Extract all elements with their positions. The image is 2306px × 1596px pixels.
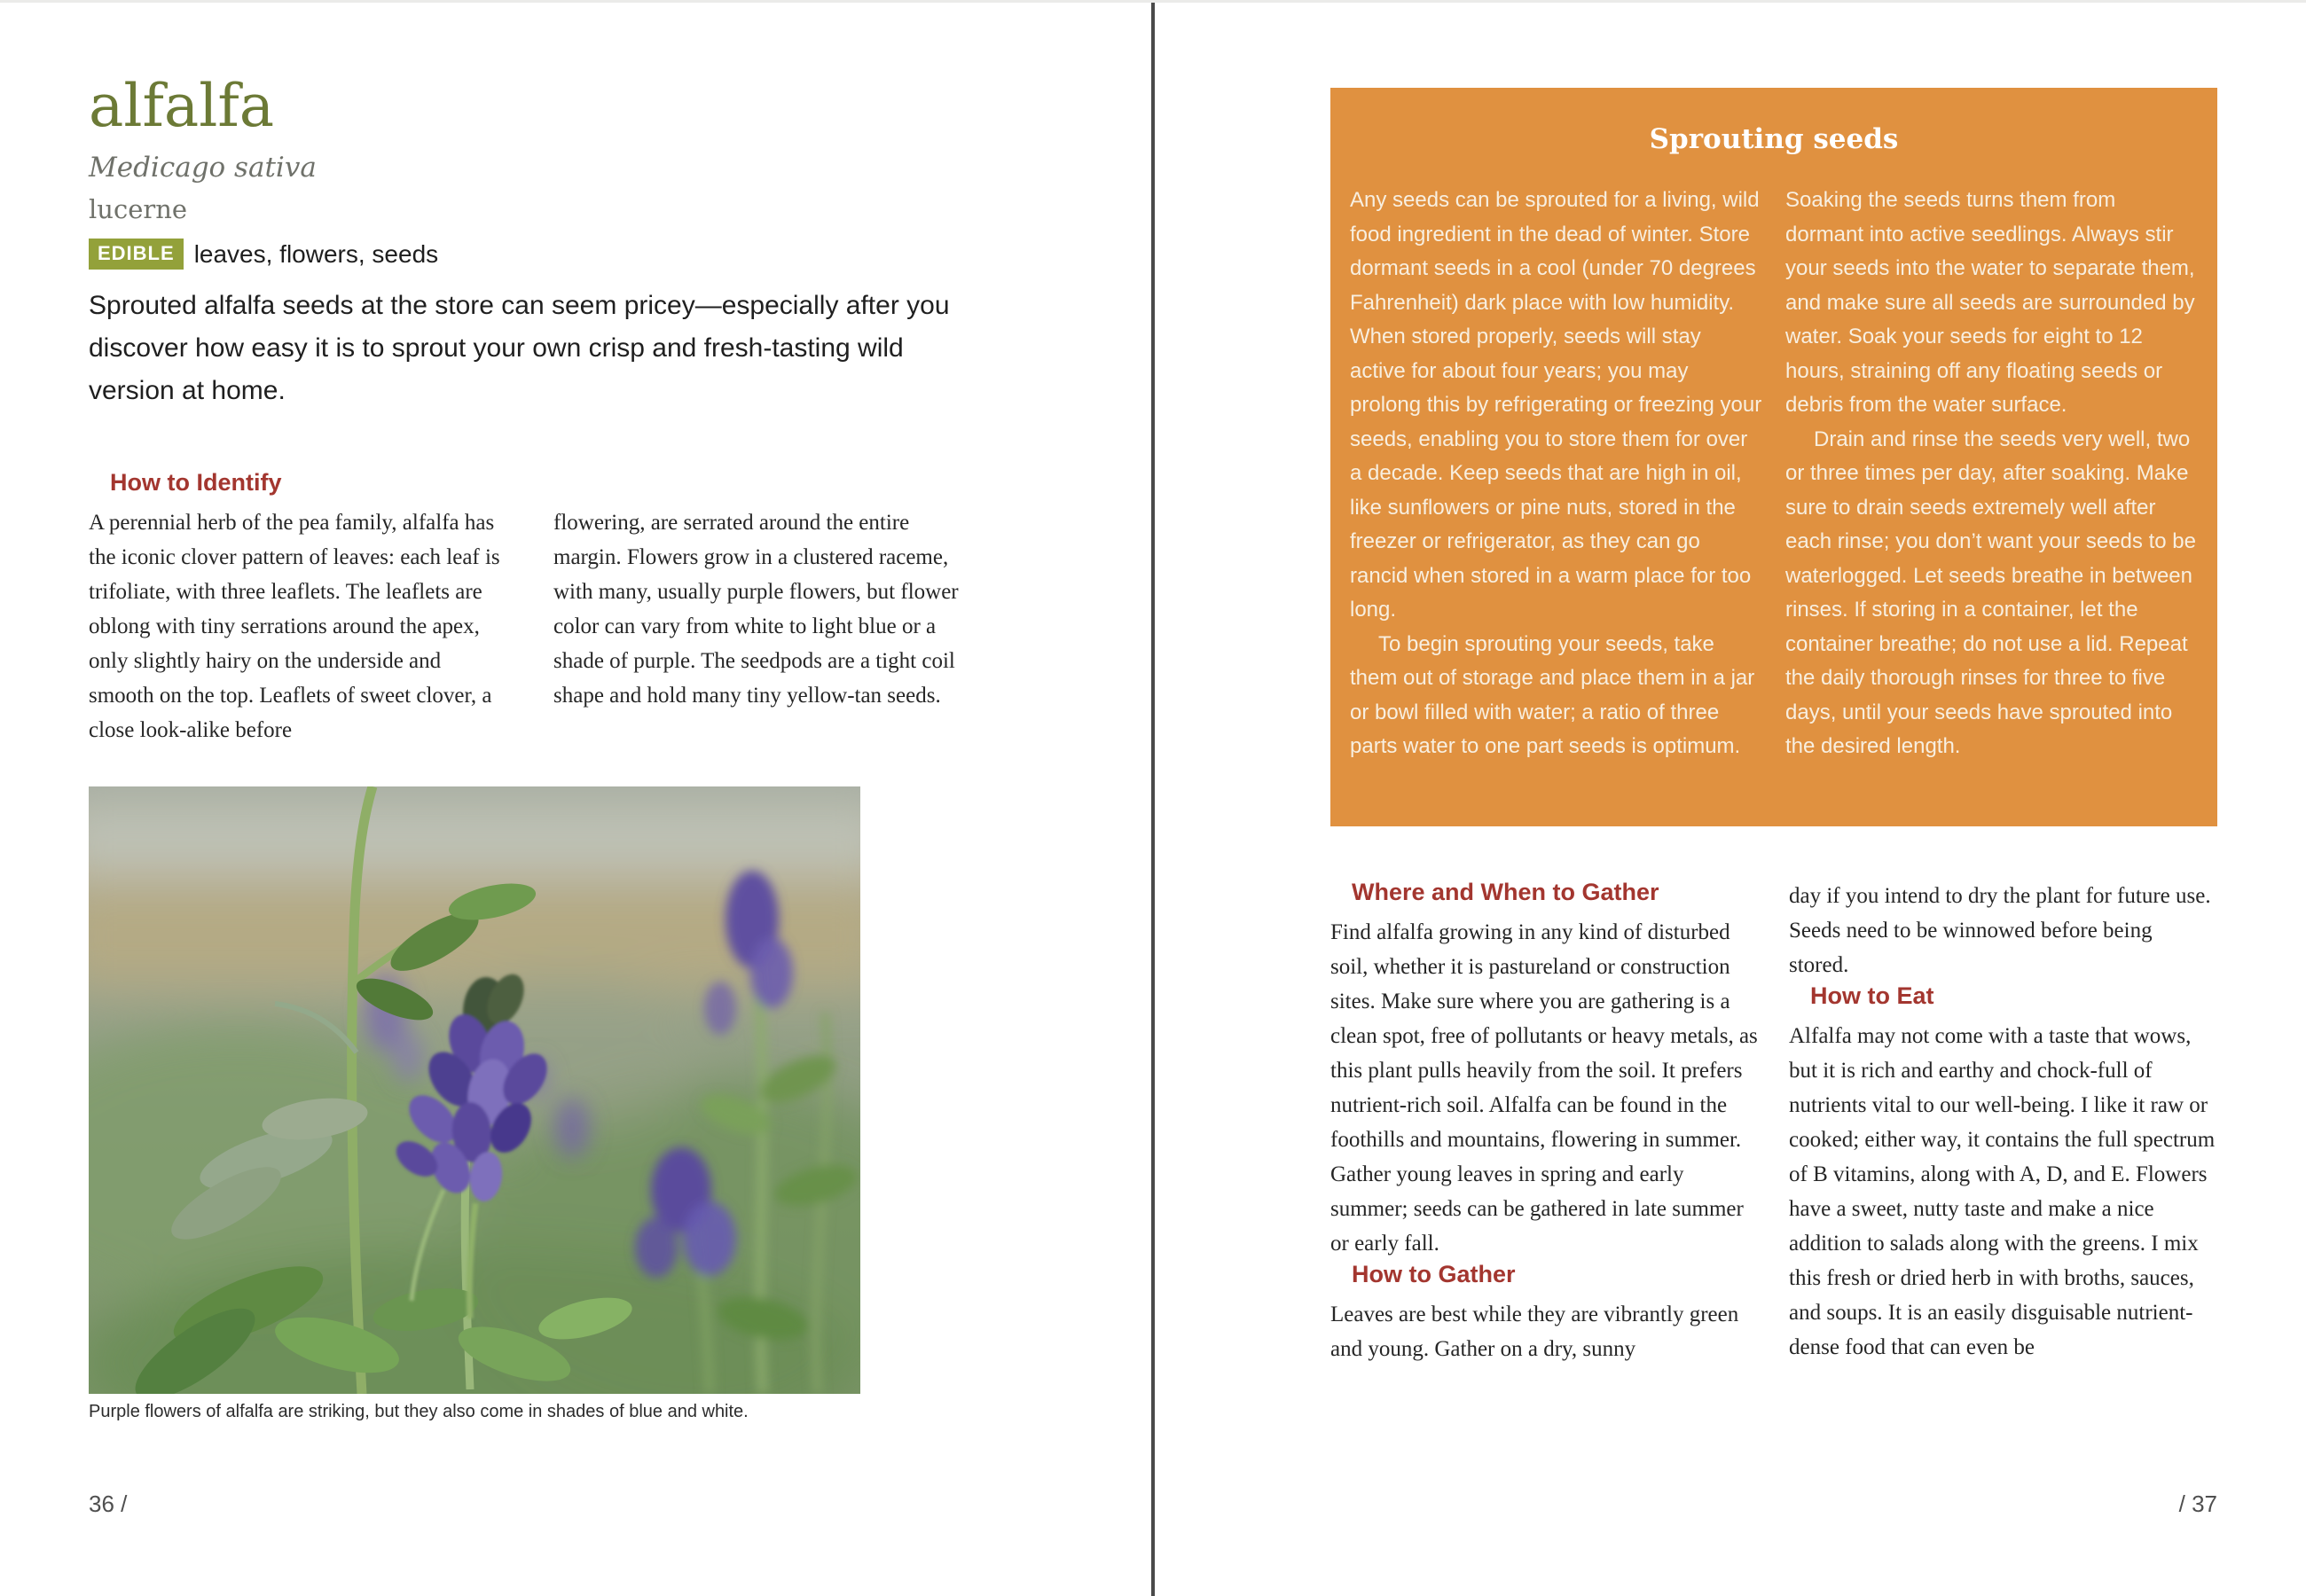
intro-paragraph: Sprouted alfalfa seeds at the store can seem pricey—especially after you discover how easy it is to sprout your own crisp and fresh-tasting wild version at home. bbox=[89, 291, 950, 405]
identify-column-2: flowering, are serrated around the entire margin. Flowers grow in a clustered raceme, with many, usually purple flowers, but flower color can vary from white to light blue or a shade of purple. The seedpods are a tight coil shape and hold many tiny yellow-tan seeds. bbox=[553, 511, 959, 708]
latin-name: Medicago sativa bbox=[89, 152, 317, 184]
entry-header bbox=[89, 72, 976, 270]
identify-section bbox=[89, 469, 976, 747]
gather-column-2 bbox=[1789, 879, 2217, 1366]
sprouting-column-2 bbox=[1785, 184, 2198, 764]
sprouting-seeds-box bbox=[1330, 88, 2217, 826]
alfalfa-photo bbox=[89, 786, 860, 1394]
sprouting-col2-paragraph-2: Drain and rinse the seeds very well, two or three times per day, after soaking. Make sure to drain seeds extremely well after each rinse; you don’t want your seeds to be waterlogged. Let seeds breathe in between rinses. If storing in a container, let the container breathe; do not use a lid. Repeat the daily thorough rinses for three to five days, until your seeds have sprouted into the desired length. bbox=[1785, 426, 2196, 758]
identify-column-1: A perennial herb of the pea family, alfalfa has the iconic clover pattern of leaves: each leaf is trifoliate, with three leaflets. The leaflets are oblong with tiny serrations around the apex, only slightly hairy on the underside and smooth on the top. Leaflets of sweet clover, a close look-alike before bbox=[89, 511, 500, 742]
sprouting-col1-paragraph-2: To begin sprouting your seeds, take them out of storage and place them in a jar or bowl filled with water; a ratio of three parts water to one part seeds is optimum. bbox=[1350, 631, 1755, 758]
how-to-gather-heading: How to Gather bbox=[1352, 1261, 1516, 1287]
where-when-gather-heading: Where and When to Gather bbox=[1352, 879, 1659, 905]
edible-row bbox=[89, 239, 976, 270]
page-number-right: / 37 bbox=[2178, 1490, 2217, 1517]
page-number-left: 36 / bbox=[89, 1490, 128, 1517]
sprouting-column-1 bbox=[1350, 184, 1762, 764]
plant-title: alfalfa bbox=[89, 72, 275, 140]
gather-column-1 bbox=[1330, 879, 1759, 1366]
how-to-eat-heading: How to Eat bbox=[1810, 982, 1934, 1009]
identify-heading: How to Identify bbox=[110, 469, 282, 496]
photo-caption: Purple flowers of alfalfa are striking, but they also come in shades of blue and white. bbox=[89, 1402, 749, 1421]
page-left bbox=[0, 3, 1151, 1596]
how-to-eat-paragraph: Alfalfa may not come with a taste that wows, but it is rich and earthy and chock-full of nutrients vital to our well-being. I like it raw or cooked; either way, it contains the full spectrum of B vitamins, along with A, D, and E. Flowers have a sweet, nutty taste and make a nice addition to salads along with the greens. I mix this fresh or dried herb in with broths, sauces, and soups. It is an easily disguisable nutrient-dense food that can even be bbox=[1789, 1024, 2216, 1359]
edible-parts: leaves, flowers, seeds bbox=[193, 239, 439, 268]
sprouting-col2-paragraph-1: Soaking the seeds turns them from dormant into active seedlings. Always stir your seeds into the water to separate them, and make sure all seeds are surrounded by water. Soak your seeds for eight to 12 hours, straining off any floating seeds or debris from the water surface. bbox=[1785, 188, 2195, 417]
edible-badge: EDIBLE bbox=[89, 239, 184, 270]
gather-eat-section bbox=[1330, 879, 2217, 1366]
sprouting-col1-paragraph-1: Any seeds can be sprouted for a living, wild food ingredient in the dead of winter. Store dormant seeds in a cool (under 70 degrees Fahrenheit) dark place with low humidity. When stored properly, seeds will stay active for about four years; you may prolong this by refrigerating or freezing your seeds, enabling you to store them for over a decade. Keep seeds that are high in oil, like sunflowers or pine nuts, stored in the freezer or refrigerator, as they can go rancid when stored in a warm place for too long. bbox=[1350, 188, 1762, 622]
sprouting-box-title: Sprouting seeds bbox=[1649, 123, 1899, 155]
where-when-gather-paragraph: Find alfalfa growing in any kind of disturbed soil, whether it is pastureland or construction sites. Make sure where you are gathering is a clean spot, free of pollutants or heavy metals, as this plant pulls heavily from the soil. It prefers nutrient-rich soil. Alfalfa can be found in the foothills and mountains, flowering in summer. Gather young leaves in spring and early summer; seeds can be gathered in late summer or early fall. bbox=[1330, 920, 1758, 1256]
how-to-gather-paragraph-col2: day if you intend to dry the plant for future use. Seeds need to be winnowed before being stored. bbox=[1789, 884, 2211, 977]
common-name: lucerne bbox=[89, 194, 188, 224]
page-right bbox=[1155, 3, 2306, 1596]
how-to-gather-paragraph-col1: Leaves are best while they are vibrantly green and young. Gather on a dry, sunny bbox=[1330, 1303, 1739, 1361]
